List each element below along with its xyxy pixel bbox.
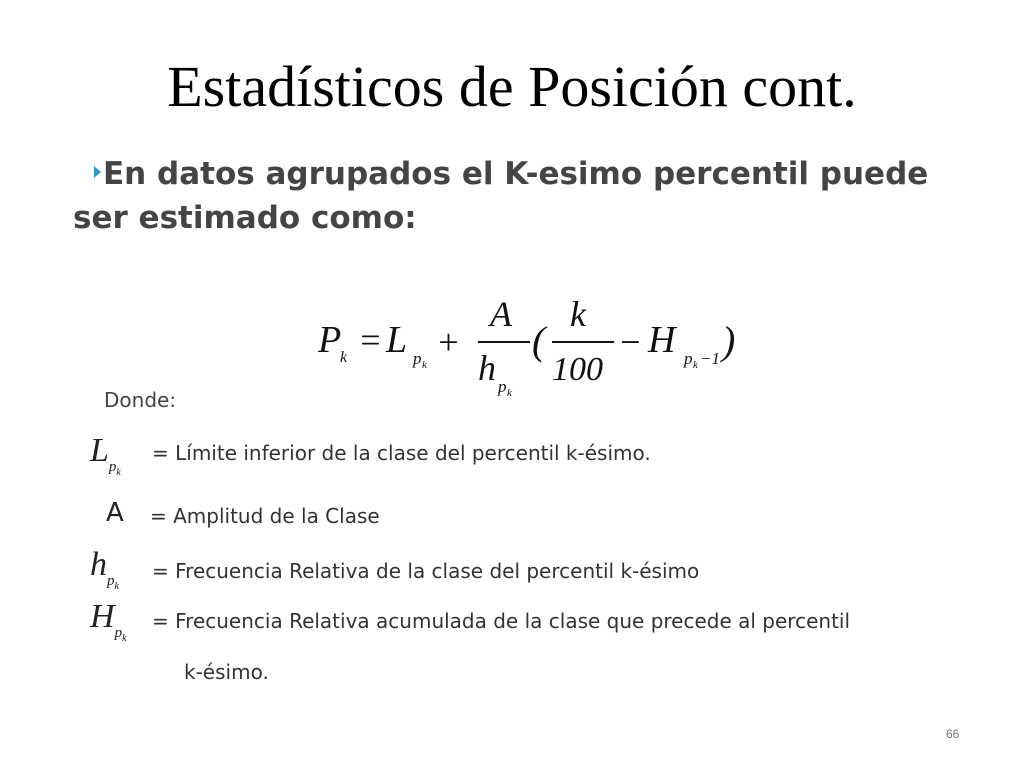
formula-num-k: k [570,294,586,334]
def-h-upper-symbol: $H_{p_k}$ [90,598,127,644]
slide-title: Estadísticos de Posición cont. [167,54,857,119]
formula-close-paren: ) [722,318,736,363]
def-a-symbol: A [106,498,124,528]
formula-h-upper-sub: p [684,349,693,368]
def-h-symbol: $h_{p_k}$ [90,546,119,592]
formula-minus: − [618,322,643,362]
page-number: 66 [946,727,960,741]
formula-open-paren: ( [532,318,546,363]
formula-den-h-sub: p [498,377,507,396]
formula-p: P [318,319,342,361]
def-l-symbol: $L_{p_k}$ [90,432,121,478]
def-a-text: = Amplitud de la Clase [150,504,380,528]
formula-h-upper-tail: −1 [700,349,720,368]
formula-num-a: A [490,294,512,334]
formula-h-upper-subsub: k [693,359,698,371]
formula-den-h-subsub: k [507,387,512,399]
formula-den-h: h [478,348,496,388]
formula-l-sub: p [413,349,422,368]
donde-label: Donde: [104,388,177,412]
def-h-upper-text: = Frecuencia Relativa acumulada de la clase que precede al percentil [152,609,851,633]
formula-den-100: 100 [552,351,603,388]
def-h-text: = Frecuencia Relativa de la clase del percentil k-ésimo [152,559,700,583]
percentile-formula [318,292,768,402]
formula-plus: + [436,322,461,362]
bullet-line-1: En datos agrupados el K-esimo percentil puede [103,156,929,192]
formula-h-upper: H [648,319,676,361]
formula-p-sub: k [340,349,348,366]
def-h-upper-text-2: k-ésimo. [184,660,269,684]
def-l-text: = Límite inferior de la clase del percentil k-ésimo. [152,441,651,465]
formula-equals: = [358,320,383,360]
bullet-text [73,152,973,240]
formula-l-subsub: k [422,359,427,371]
formula-l: L [386,319,408,361]
bullet-line-2: ser estimado como: [73,200,417,236]
